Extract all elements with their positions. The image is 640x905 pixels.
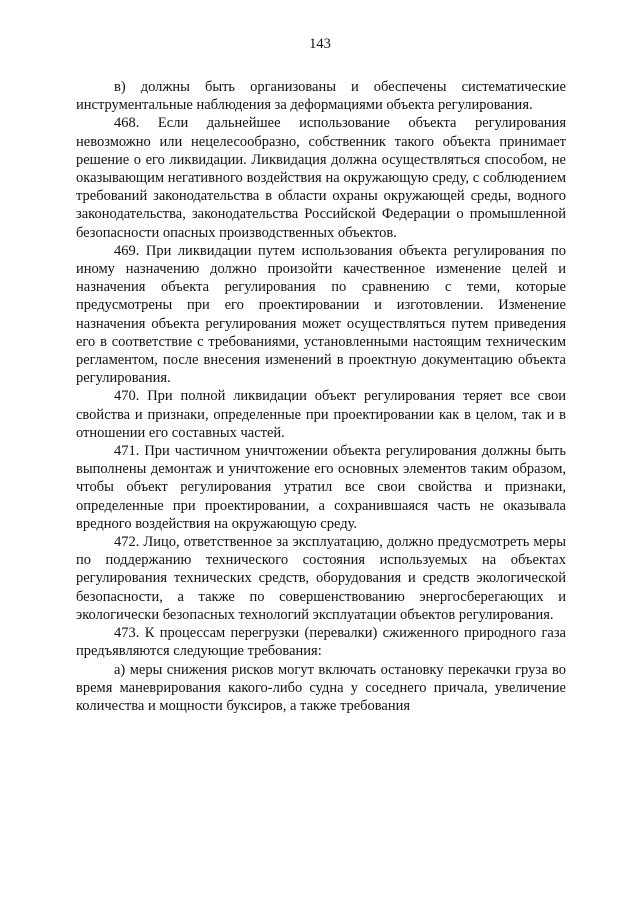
paragraph-471: 471. При частичном уничтожении объекта регулирования должны быть выполнены демонтаж и уничтожение его основных элементов таким образом, чтобы объект регулирования утратил все свои свойства и признаки, определенные при проектировании, а сохранившаяся часть не оказывала вредного воздействия на окружающую среду. [76, 443, 566, 532]
paragraph-473-item-a: а) меры снижения рисков могут включать остановку перекачки груза во время маневрирования какого-либо судна у соседнего причала, увеличение количества и мощности буксиров, а также требования [76, 661, 566, 714]
paragraph-item-v: в) должны быть организованы и обеспечены систематические инструментальные наблюдения за деформациями объекта регулирования. [76, 79, 566, 114]
page-number: 143 [309, 36, 331, 52]
paragraph-468: 468. Если дальнейшее использование объекта регулирования невозможно или нецелесообразно, собственник такого объекта принимает решение о его ликвидации. Ликвидация должна осуществляться способом, не оказывающим негативного воздействия на окружающую среду, с соблюдением требований законодательства в области охраны окружающей среды, водного законодательства, законодательства Российской Федерации о промышленной безопасности опасных производственных объектов. [76, 115, 566, 241]
paragraph-470: 470. При полной ликвидации объект регулирования теряет все свои свойства и признаки, определенные при проектировании как в целом, так и в отношении его составных частей. [76, 388, 566, 441]
paragraph-469: 469. При ликвидации путем использования объекта регулирования по иному назначению должно произойти качественное изменение целей и назначения объекта регулирования по сравнению с теми, которые предусмотрены при его проектировании и изготовлении. Изменение назначения объекта регулирования может осуществляться путем приведения его в соответствие с требованиями, установленными настоящим техническим регламентом, после внесения изменений в проектную документацию объекта регулирования. [76, 242, 566, 387]
document-body [76, 78, 566, 715]
paragraph-473: 473. К процессам перегрузки (перевалки) сжиженного природного газа предъявляются следующие требования: [76, 625, 566, 660]
paragraph-472: 472. Лицо, ответственное за эксплуатацию, должно предусмотреть меры по поддержанию технического состояния используемых на объектах регулирования технических средств, оборудования и средств экологической безопасности, а также по совершенствованию энергосберегающих и экологически безопасных технологий эксплуатации объектов регулирования. [76, 534, 566, 623]
